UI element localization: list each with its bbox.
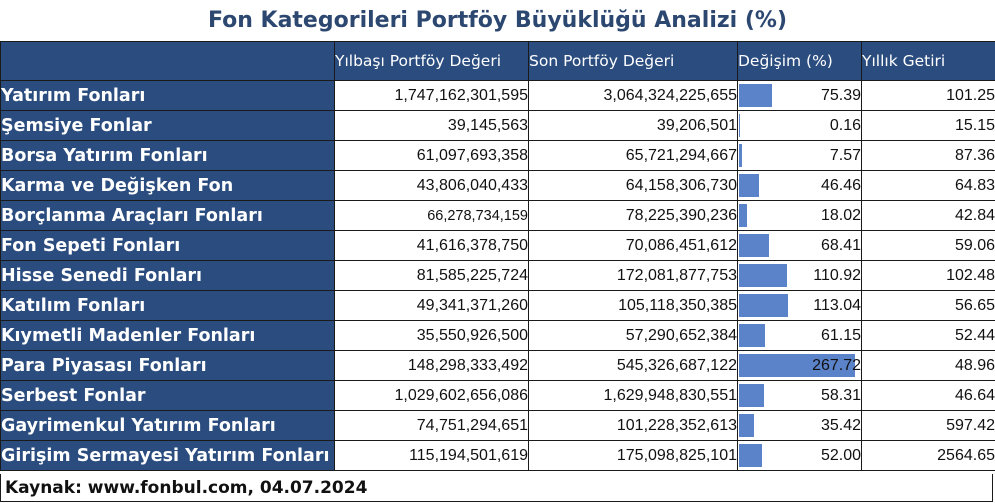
change-cell — [738, 411, 862, 441]
change-data-bar — [739, 234, 769, 257]
start-value-cell: 1,029,602,656,086 — [335, 381, 529, 411]
end-value-cell: 101,228,352,613 — [529, 411, 738, 441]
start-value-cell: 43,806,040,433 — [335, 171, 529, 201]
change-data-bar — [739, 324, 765, 347]
start-value-cell: 1,747,162,301,595 — [335, 81, 529, 111]
annual-return-cell: 102.48 — [862, 261, 995, 291]
header-corner — [1, 42, 335, 81]
category-name: Gayrimenkul Yatırım Fonları — [1, 411, 335, 441]
end-value-cell: 175,098,825,101 — [529, 441, 738, 471]
category-name: Yatırım Fonları — [1, 81, 335, 111]
annual-return-cell: 46.64 — [862, 381, 995, 411]
change-cell — [738, 321, 862, 351]
portfolio-table — [0, 41, 995, 471]
change-cell — [738, 291, 862, 321]
column-header-start-value: Yılbaşı Portföy Değeri — [335, 42, 529, 81]
start-value-cell: 66,278,734,159 — [335, 201, 529, 231]
annual-return-cell: 52.44 — [862, 321, 995, 351]
end-value-cell: 39,206,501 — [529, 111, 738, 141]
table-row — [1, 351, 995, 381]
table-row — [1, 111, 995, 141]
annual-return-cell: 59.06 — [862, 231, 995, 261]
category-name: Şemsiye Fonlar — [1, 111, 335, 141]
table-row — [1, 201, 995, 231]
change-data-bar — [739, 444, 762, 467]
change-cell — [738, 261, 862, 291]
change-data-bar — [739, 204, 747, 227]
change-cell — [738, 351, 862, 381]
table-row — [1, 381, 995, 411]
page-title: Fon Kategorileri Portföy Büyüklüğü Analizi (%) — [207, 8, 788, 33]
table-header-row — [1, 42, 995, 81]
end-value-cell: 65,721,294,667 — [529, 141, 738, 171]
change-value: 110.92 — [813, 266, 861, 284]
start-value-cell: 49,341,371,260 — [335, 291, 529, 321]
category-name: Karma ve Değişken Fon — [1, 171, 335, 201]
start-value-cell: 39,145,563 — [335, 111, 529, 141]
change-data-bar — [739, 264, 787, 287]
change-data-bar — [739, 174, 759, 197]
change-value: 52.00 — [820, 446, 861, 464]
table-row — [1, 291, 995, 321]
column-header-annual-return: Yıllık Getiri — [862, 42, 995, 81]
end-value-cell: 172,081,877,753 — [529, 261, 738, 291]
change-value: 113.04 — [813, 296, 861, 314]
start-value-cell: 61,097,693,358 — [335, 141, 529, 171]
annual-return-cell: 56.65 — [862, 291, 995, 321]
category-name: Borsa Yatırım Fonları — [1, 141, 335, 171]
table-row — [1, 141, 995, 171]
category-name: Katılım Fonları — [1, 291, 335, 321]
change-data-bar — [739, 114, 740, 137]
change-value: 75.39 — [820, 86, 861, 104]
table-body — [1, 81, 995, 471]
start-value-cell: 148,298,333,492 — [335, 351, 529, 381]
annual-return-cell: 2564.65 — [862, 441, 995, 471]
annual-return-cell: 597.42 — [862, 411, 995, 441]
change-data-bar — [739, 414, 754, 437]
end-value-cell: 70,086,451,612 — [529, 231, 738, 261]
change-value: 46.46 — [820, 176, 861, 194]
change-data-bar — [739, 294, 788, 317]
end-value-cell: 3,064,324,225,655 — [529, 81, 738, 111]
annual-return-cell: 15.15 — [862, 111, 995, 141]
category-name: Kıymetli Madenler Fonları — [1, 321, 335, 351]
change-cell — [738, 381, 862, 411]
table-row — [1, 231, 995, 261]
category-name: Fon Sepeti Fonları — [1, 231, 335, 261]
end-value-cell: 545,326,687,122 — [529, 351, 738, 381]
change-value: 35.42 — [820, 416, 861, 434]
end-value-cell: 57,290,652,384 — [529, 321, 738, 351]
end-value-cell: 1,629,948,830,551 — [529, 381, 738, 411]
table-row — [1, 81, 995, 111]
category-name: Girişim Sermayesi Yatırım Fonları — [1, 441, 335, 471]
table-row — [1, 411, 995, 441]
annual-return-cell: 64.83 — [862, 171, 995, 201]
source-footer: Kaynak: www.fonbul.com, 04.07.2024 — [0, 474, 993, 502]
change-cell — [738, 111, 862, 141]
change-value: 68.41 — [820, 236, 861, 254]
start-value-cell: 74,751,294,651 — [335, 411, 529, 441]
category-name: Borçlanma Araçları Fonları — [1, 201, 335, 231]
category-name: Hisse Senedi Fonları — [1, 261, 335, 291]
change-cell — [738, 171, 862, 201]
table-row — [1, 261, 995, 291]
table-row — [1, 171, 995, 201]
annual-return-cell: 42.84 — [862, 201, 995, 231]
change-value: 7.57 — [829, 146, 861, 164]
change-cell — [738, 81, 862, 111]
end-value-cell: 105,118,350,385 — [529, 291, 738, 321]
column-header-change: Değişim (%) — [738, 42, 862, 81]
change-value: 18.02 — [820, 206, 861, 224]
end-value-cell: 64,158,306,730 — [529, 171, 738, 201]
category-name: Serbest Fonlar — [1, 381, 335, 411]
change-value: 0.16 — [829, 116, 861, 134]
change-value: 61.15 — [820, 326, 861, 344]
change-cell — [738, 201, 862, 231]
change-value: 58.31 — [820, 386, 861, 404]
change-cell — [738, 441, 862, 471]
change-data-bar — [739, 384, 764, 407]
change-cell — [738, 141, 862, 171]
table-row — [1, 321, 995, 351]
change-data-bar — [739, 84, 772, 107]
end-value-cell: 78,225,390,236 — [529, 201, 738, 231]
annual-return-cell: 48.96 — [862, 351, 995, 381]
column-header-end-value: Son Portföy Değeri — [529, 42, 738, 81]
annual-return-cell: 101.25 — [862, 81, 995, 111]
start-value-cell: 81,585,225,724 — [335, 261, 529, 291]
start-value-cell: 41,616,378,750 — [335, 231, 529, 261]
start-value-cell: 115,194,501,619 — [335, 441, 529, 471]
category-name: Para Piyasası Fonları — [1, 351, 335, 381]
change-data-bar — [739, 144, 742, 167]
start-value-cell: 35,550,926,500 — [335, 321, 529, 351]
table-row — [1, 441, 995, 471]
change-cell — [738, 231, 862, 261]
change-value: 267.72 — [812, 356, 861, 374]
annual-return-cell: 87.36 — [862, 141, 995, 171]
